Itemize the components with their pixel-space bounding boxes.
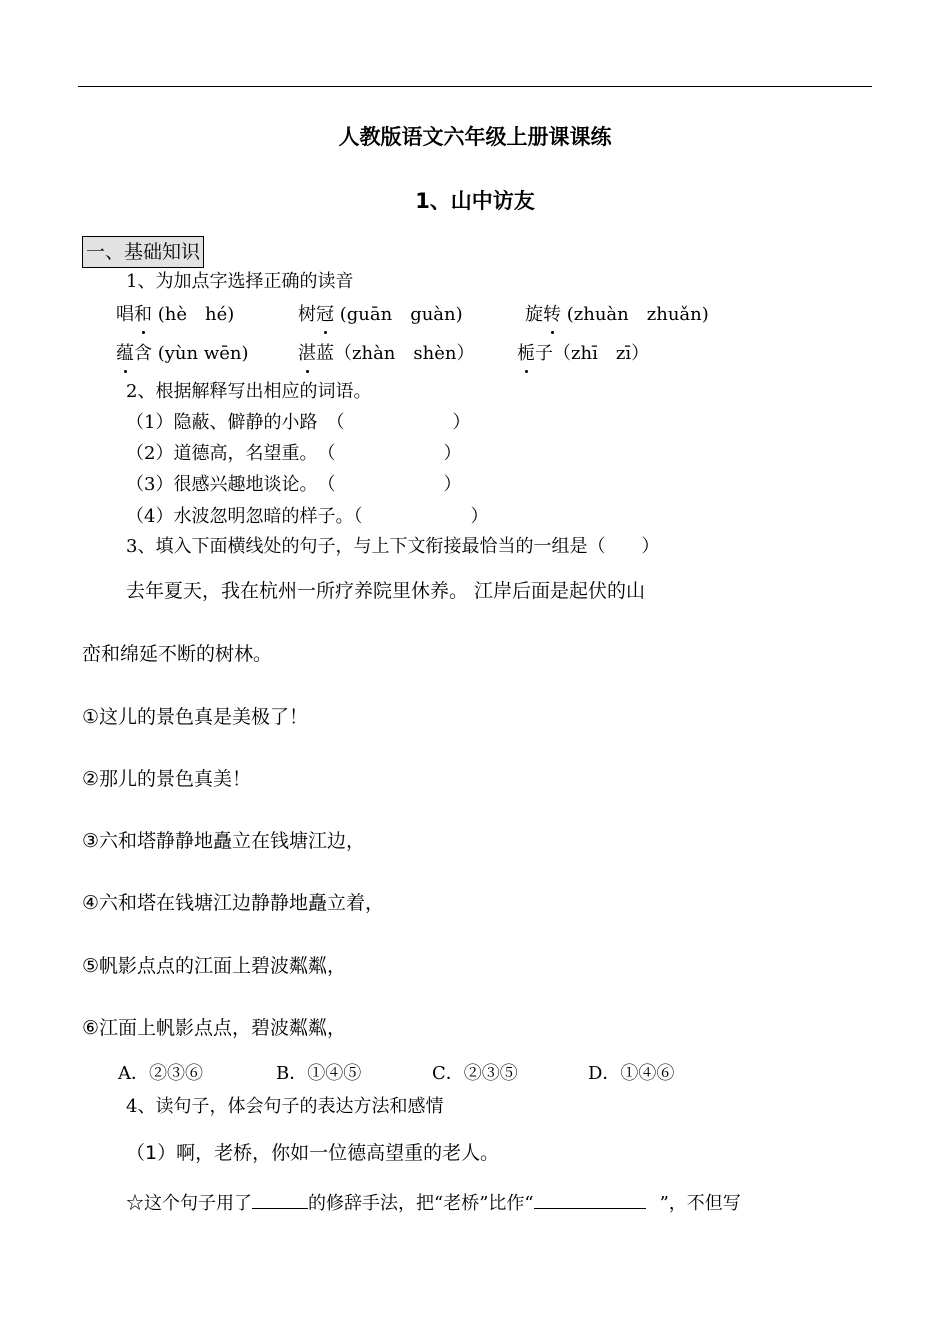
q1-dotted-char: 转 <box>543 300 561 326</box>
q1-dotted-char: 和 <box>134 300 152 326</box>
q3-passage-line-1: 去年夏天，我在杭州一所疗养院里休养。 江岸后面是起伏的山 <box>126 580 646 602</box>
q2-item-2: （2）道德高，名望重。 （ ） <box>126 443 462 464</box>
q3-option-2: ②那儿的景色真美！ <box>82 768 252 790</box>
q4-fill-text-1: ☆这个句子用了 <box>126 1193 252 1214</box>
q4-blank-2[interactable] <box>534 1194 646 1209</box>
q3-choice-c: C．②③⑤ <box>432 1063 518 1084</box>
q1-pinyin: (yùn wēn) <box>157 343 249 364</box>
q2-item-4: （4）水波忽明忽暗的样子。（ ） <box>126 506 489 527</box>
q1-char: 含 <box>134 343 152 364</box>
q1-dotted-char: 湛 <box>298 339 316 365</box>
q3-choice-b: B．①④⑤ <box>276 1063 362 1084</box>
q3-choice-a: A．②③⑥ <box>118 1063 203 1084</box>
q4-fill-text-3: ”，不但写 <box>659 1193 741 1214</box>
q1-char: 子 <box>535 343 553 364</box>
q1-row1-item-1 <box>116 300 234 326</box>
q1-row1-item-2 <box>298 300 463 326</box>
q3-passage-line-2: 峦和绵延不断的树林。 <box>82 643 273 665</box>
q3-option-6: ⑥江面上帆影点点，碧波粼粼， <box>82 1017 347 1039</box>
q4-sentence: （1）啊，老桥，你如一位德高望重的老人。 <box>126 1142 500 1164</box>
q1-prompt: 1、为加点字选择正确的读音 <box>126 271 354 292</box>
q1-pinyin: (hè hé) <box>157 304 235 325</box>
q1-char: 旋 <box>525 304 543 325</box>
document-title: 人教版语文六年级上册课课练 <box>338 125 612 149</box>
q1-dotted-char: 冠 <box>316 300 334 326</box>
q1-pinyin: （zhī zī） <box>553 343 650 364</box>
q2-prompt: 2、根据解释写出相应的词语。 <box>126 381 372 402</box>
q3-option-3: ③六和塔静静地矗立在钱塘江边， <box>82 830 366 852</box>
lesson-title: 1、山中访友 <box>415 189 535 213</box>
q1-dotted-char: 蕴 <box>116 339 134 365</box>
q1-row1-item-3 <box>525 300 709 326</box>
q2-item-1: （1）隐蔽、僻静的小路 （ ） <box>126 412 471 433</box>
q1-pinyin: (zhuàn zhuǎn) <box>566 304 709 325</box>
q1-row2-item-3 <box>517 339 649 365</box>
q1-char: 蓝 <box>316 343 334 364</box>
q3-option-4: ④六和塔在钱塘江边静静地矗立着， <box>82 892 385 914</box>
q1-pinyin: （zhàn shèn） <box>334 343 475 364</box>
q1-char: 树 <box>298 304 316 325</box>
q1-pinyin: (guān guàn) <box>339 304 463 325</box>
q3-choice-d: D．①④⑥ <box>588 1063 675 1084</box>
q4-fill-text-2: 的修辞手法，把“老桥”比作“ <box>308 1193 534 1214</box>
q1-row2-item-1 <box>116 339 249 365</box>
q4-blank-1[interactable] <box>252 1194 308 1209</box>
q4-fill-line <box>126 1189 741 1215</box>
q1-char: 唱 <box>116 304 134 325</box>
q2-item-3: （3）很感兴趣地谈论。 （ ） <box>126 474 462 495</box>
q3-prompt: 3、填入下面横线处的句子，与上下文衔接最恰当的一组是（ ） <box>126 536 660 557</box>
header-rule <box>78 86 872 87</box>
q1-dotted-char: 栀 <box>517 339 535 365</box>
q1-row2-item-2 <box>298 339 474 365</box>
q3-option-5: ⑤帆影点点的江面上碧波粼粼， <box>82 955 347 977</box>
section-label: 一、基础知识 <box>82 236 204 268</box>
q3-option-1: ①这儿的景色真是美极了！ <box>82 706 309 728</box>
q4-prompt: 4、读句子，体会句子的表达方法和感情 <box>126 1096 444 1117</box>
